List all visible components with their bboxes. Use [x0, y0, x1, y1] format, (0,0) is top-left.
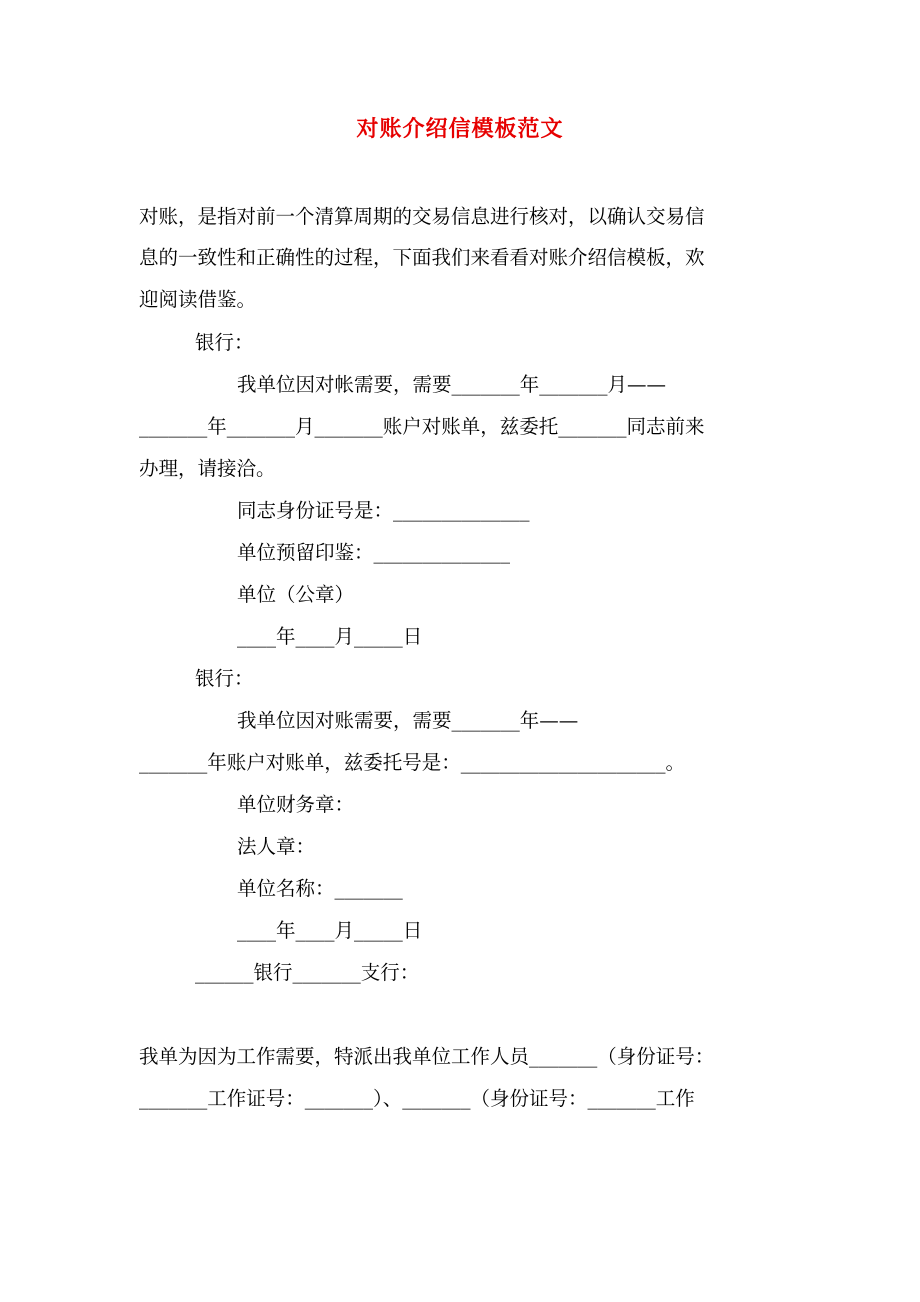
document-title: 对账介绍信模板范文 — [356, 116, 564, 142]
letter1-body-line-1: 我单位因对帐需要，需要_______年_______月—— — [237, 373, 667, 396]
letter2-bank-branch: ______银行_______支行： — [195, 961, 420, 984]
letter2-date-line: ____年____月_____日 — [237, 919, 423, 942]
letter2-body-line-1: 我单位因对账需要，需要_______年—— — [237, 709, 579, 732]
intro-line-1: 对账，是指对前一个清算周期的交易信息进行核对，以确认交易信 — [139, 205, 705, 228]
letter1-seal-line: 单位预留印鉴：______________ — [237, 541, 511, 564]
intro-line-3: 迎阅读借鉴。 — [139, 288, 257, 311]
intro-line-2: 息的一致性和正确性的过程，下面我们来看看对账介绍信模板，欢 — [139, 246, 705, 269]
letter2-unit-name: 单位名称：_______ — [237, 877, 403, 900]
letter2-salutation: 银行： — [195, 667, 254, 690]
letter1-unit-line: 单位（公章） — [237, 583, 355, 606]
letter1-date-line: ____年____月_____日 — [237, 625, 423, 648]
letter1-body-line-3: 办理，请接洽。 — [139, 457, 276, 480]
letter3-body-line-1: 我单为因为工作需要，特派出我单位工作人员_______（身份证号： — [139, 1045, 715, 1068]
letter2-legal-seal: 法人章： — [237, 835, 316, 858]
letter3-body-line-2: _______工作证号：_______）、_______（身份证号：_______工作 — [139, 1087, 695, 1110]
letter1-id-line: 同志身份证号是：______________ — [237, 499, 530, 522]
letter1-salutation: 银行： — [195, 331, 254, 354]
letter1-body-line-2: _______年_______月_______账户对账单，兹委托_______同志前来 — [139, 415, 705, 438]
letter2-finance-seal: 单位财务章： — [237, 793, 355, 816]
letter2-body-line-2: _______年账户对账单，兹委托号是：_____________________。 — [139, 751, 686, 774]
